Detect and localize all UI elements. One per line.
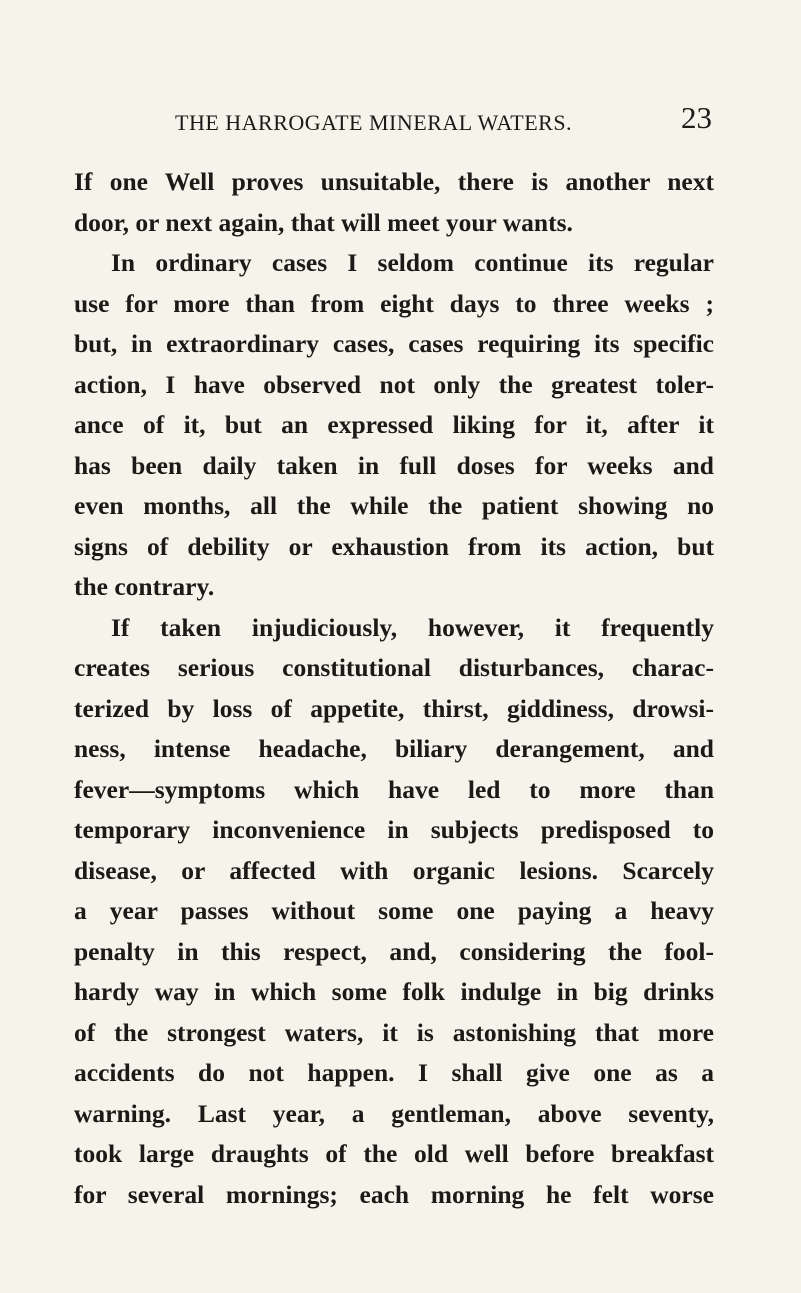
text-line: terized by loss of appetite, thirst, giddiness, drowsi- [74, 693, 714, 723]
body-text [74, 162, 714, 1215]
text-line: action, I have observed not only the greatest toler- [74, 369, 714, 399]
text-line: creates serious constitutional disturbances, charac- [74, 653, 714, 682]
text-line: ance of it, but an expressed liking for it, after it [74, 410, 714, 439]
page-header [70, 100, 712, 144]
text-line: signs of debility or exhaustion from its action, but [74, 531, 714, 561]
text-line: even months, all the while the patient showing no [74, 491, 714, 520]
text-line: In ordinary cases I seldom continue its regular [111, 248, 714, 277]
text-line: but, in extraordinary cases, cases requiring its specific [74, 329, 714, 358]
text-line: If one Well proves unsuitable, there is another next [74, 167, 714, 196]
text-line: ness, intense headache, biliary derangement, and [74, 734, 714, 763]
text-line: penalty in this respect, and, considering the fool- [74, 936, 714, 966]
text-line: temporary inconvenience in subjects predisposed to [74, 815, 714, 844]
text-line: hardy way in which some folk indulge in big drinks [74, 977, 714, 1006]
page-number: 23 [681, 100, 712, 135]
text-line: for several mornings; each morning he felt worse [74, 1179, 714, 1209]
text-line: door, or next again, that will meet your wants. [74, 207, 573, 237]
text-line: disease, or affected with organic lesions. Scarcely [74, 855, 714, 885]
text-line: has been daily taken in full doses for weeks and [74, 450, 714, 480]
text-line: use for more than from eight days to three weeks ; [74, 288, 714, 318]
text-line: warning. Last year, a gentleman, above seventy, [74, 1098, 714, 1128]
text-line: fever—symptoms which have led to more than [74, 774, 714, 804]
text-line: took large draughts of the old well before breakfast [74, 1139, 714, 1168]
text-line: of the strongest waters, it is astonishing that more [74, 1017, 714, 1047]
text-line: If taken injudiciously, however, it frequently [111, 612, 714, 642]
text-line: the contrary. [74, 572, 215, 601]
running-title: THE HARROGATE MINERAL WATERS. [175, 110, 573, 135]
text-line: a year passes without some one paying a heavy [74, 896, 714, 925]
text-line: accidents do not happen. I shall give one as a [74, 1058, 714, 1087]
